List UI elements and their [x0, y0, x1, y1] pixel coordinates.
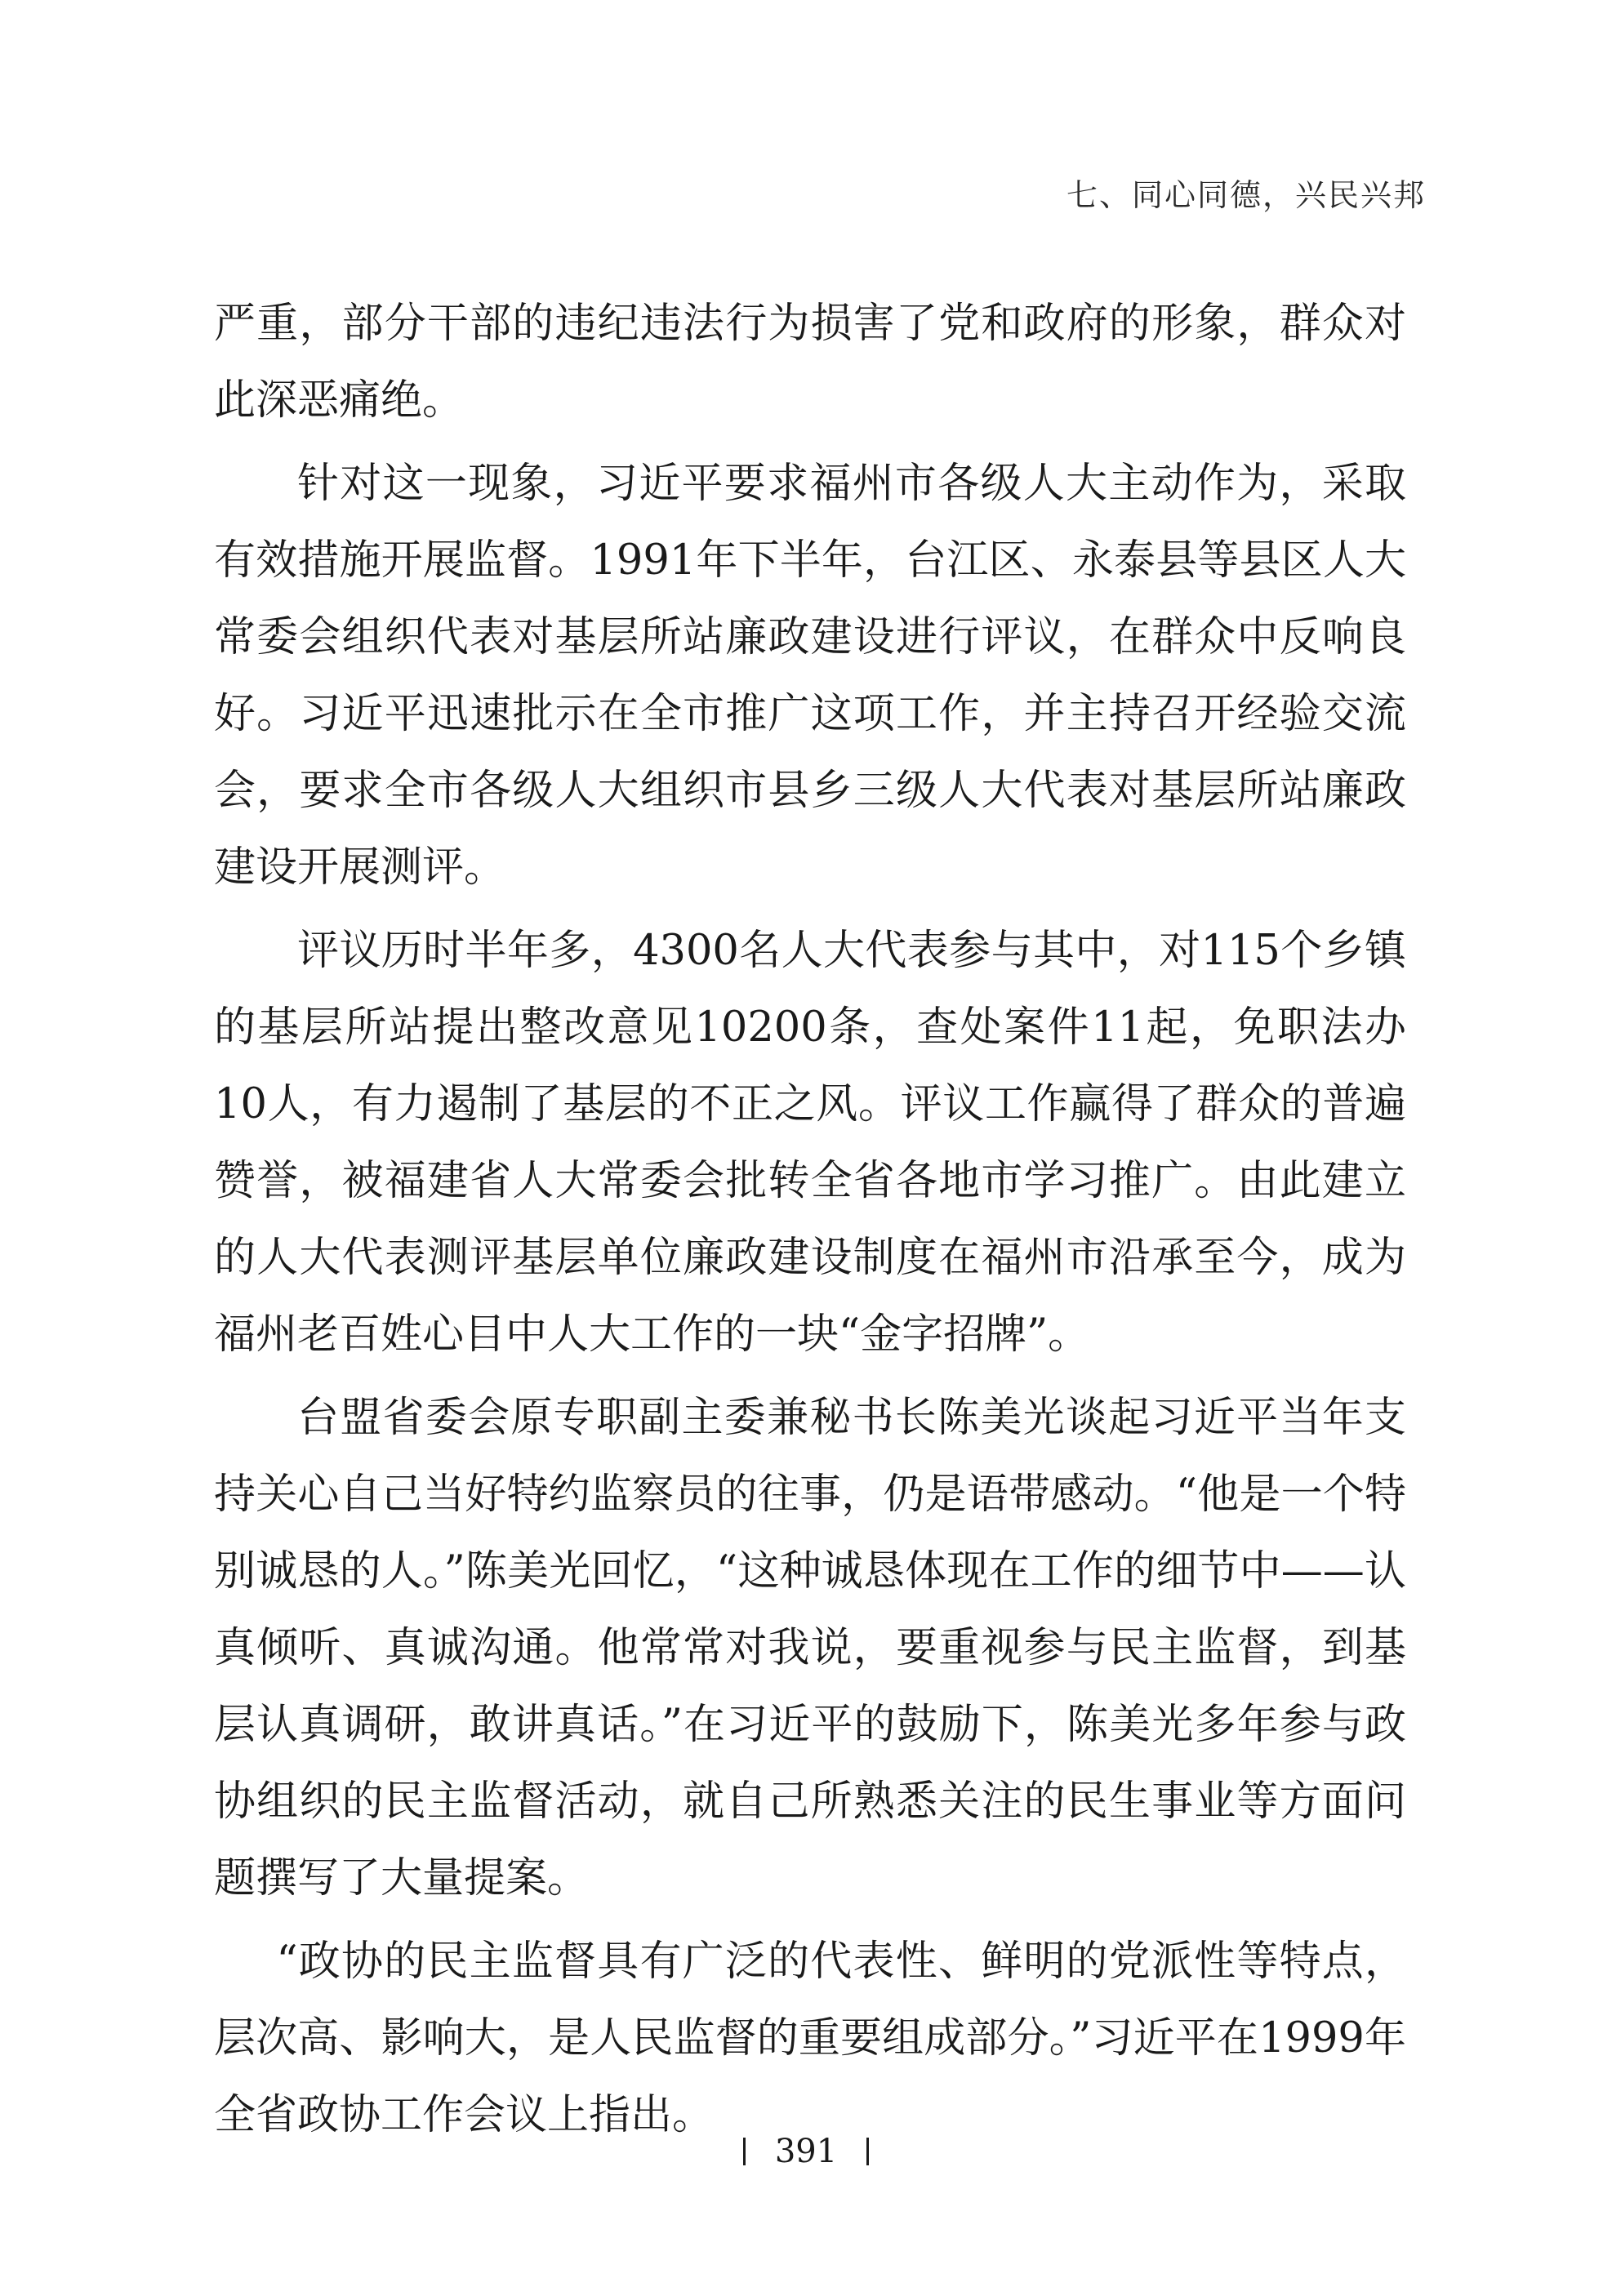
paragraph: 台盟省委会原专职副主委兼秘书长陈美光谈起习近平当年支持关心自己当好特约监察员的往事，仍是语带感动。“他是一个特别诚恳的人。”陈美光回忆，“这种诚恳体现在工作的细节中——认真倾听、真诚沟通。他常常对我说，要重视参与民主监督，到基层认真调研，敢讲真话。”在习近平的鼓励下，陈美光多年参与政协组织的民主监督活动，就自己所熟悉关注的民生事业等方面问题撰写了大量提案。	[214, 1394, 1406, 1902]
paragraph-continuation: 严重，部分干部的违纪违法行为损害了党和政府的形象，群众对此深恶痛绝。	[214, 300, 1406, 425]
page-number: 391	[774, 2133, 838, 2170]
body-text	[214, 286, 1406, 2160]
folio-right-rule	[866, 2138, 869, 2165]
folio-left-rule	[743, 2138, 746, 2165]
chapter-running-header: 七、同心同德，兴民兴邦	[1066, 177, 1426, 213]
paragraph: 针对这一现象，习近平要求福州市各级人大主动作为，采取有效措施开展监督。1991年下半年，台江区、永泰县等县区人大常委会组织代表对基层所站廉政建设进行评议，在群众中反响良好。习近平迅速批示在全市推广这项工作，并主持召开经验交流会，要求全市各级人大组织市县乡三级人大代表对基层所站廉政建设开展测评。	[214, 460, 1406, 892]
paragraph: “政协的民主监督具有广泛的代表性、鲜明的党派性等特点，层次高、影响大，是人民监督的重要组成部分。”习近平在1999年全省政协工作会议上指出。	[214, 1938, 1406, 2139]
paragraph: 评议历时半年多，4300名人大代表参与其中，对115个乡镇的基层所站提出整改意见10200条，查处案件11起，免职法办10人，有力遏制了基层的不正之风。评议工作赢得了群众的普遍赞誉，被福建省人大常委会批转全省各地市学习推广。由此建立的人大代表测评基层单位廉政建设制度在福州市沿承至今，成为福州老百姓心目中人大工作的一块“金字招牌”。	[214, 927, 1406, 1359]
page-footer	[0, 2133, 1612, 2170]
